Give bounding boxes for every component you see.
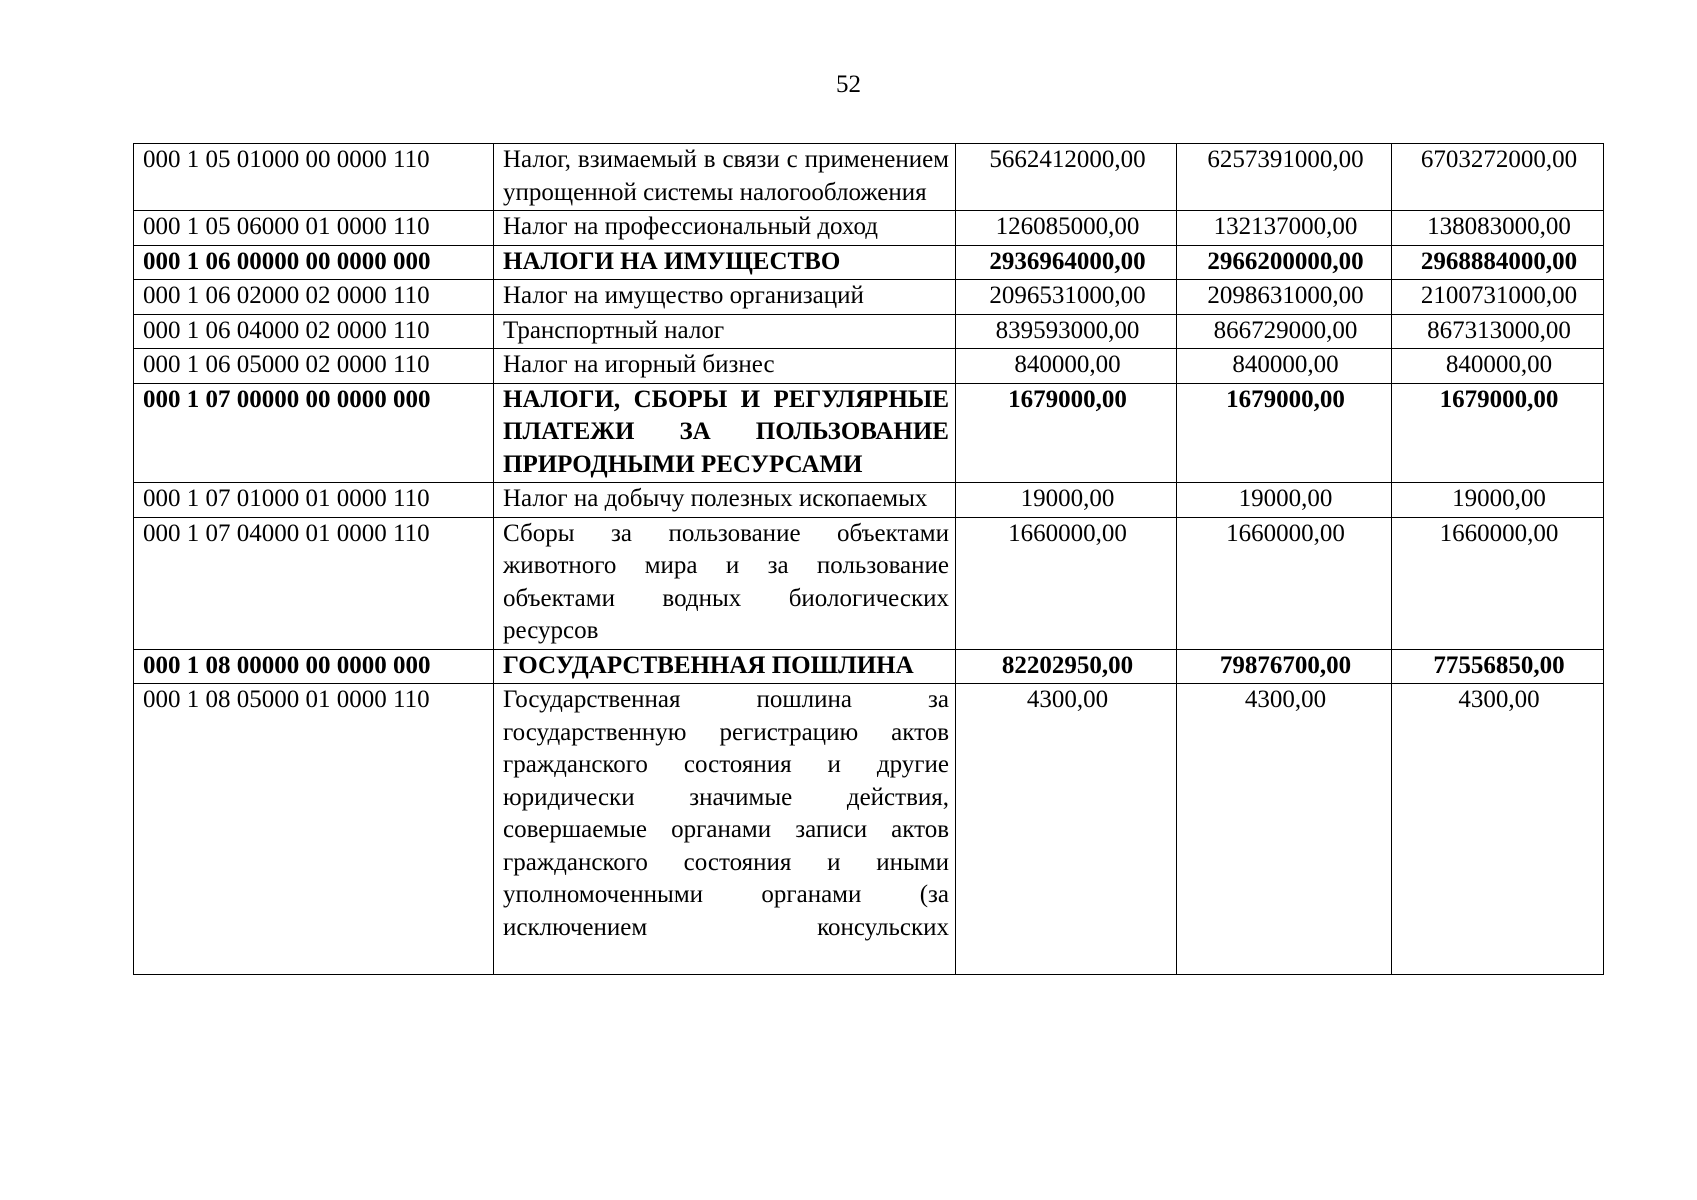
table-row (134, 483, 1604, 518)
budget-code: 000 1 06 00000 00 0000 000 (134, 245, 494, 280)
amount-year-2: 2098631000,00 (1177, 280, 1392, 315)
budget-code: 000 1 08 00000 00 0000 000 (134, 649, 494, 684)
amount-year-1: 839593000,00 (956, 314, 1177, 349)
amount-year-2: 840000,00 (1177, 349, 1392, 384)
budget-code: 000 1 06 04000 02 0000 110 (134, 314, 494, 349)
budget-code: 000 1 08 05000 01 0000 110 (134, 684, 494, 975)
amount-year-1: 2096531000,00 (956, 280, 1177, 315)
budget-code: 000 1 05 01000 00 0000 110 (134, 144, 494, 211)
amount-year-2: 1679000,00 (1177, 383, 1392, 483)
table-row (134, 684, 1604, 975)
table-row-total (134, 383, 1604, 483)
income-name: Транспортный налог (494, 314, 956, 349)
income-name: Налог на добычу полезных ископаемых (494, 483, 956, 518)
table-row (134, 314, 1604, 349)
amount-year-2: 6257391000,00 (1177, 144, 1392, 211)
budget-code: 000 1 07 04000 01 0000 110 (134, 517, 494, 649)
budget-code: 000 1 05 06000 01 0000 110 (134, 211, 494, 246)
amount-year-3: 1679000,00 (1392, 383, 1604, 483)
table-row (134, 144, 1604, 211)
amount-year-3: 867313000,00 (1392, 314, 1604, 349)
amount-year-3: 138083000,00 (1392, 211, 1604, 246)
budget-code: 000 1 07 00000 00 0000 000 (134, 383, 494, 483)
amount-year-2: 866729000,00 (1177, 314, 1392, 349)
amount-year-1: 19000,00 (956, 483, 1177, 518)
budget-code: 000 1 06 02000 02 0000 110 (134, 280, 494, 315)
income-name: Налог на профессиональный доход (494, 211, 956, 246)
amount-year-1: 126085000,00 (956, 211, 1177, 246)
table-row (134, 280, 1604, 315)
amount-year-3: 2968884000,00 (1392, 245, 1604, 280)
amount-year-1: 5662412000,00 (956, 144, 1177, 211)
income-name: Государственная пошлина за государственную регистрацию актов гражданского состояния и другие юридически значимые действия, совершаемые органами записи актов гражданского состояния и иными уполномоченными органами (за исключением консульских (494, 684, 956, 975)
amount-year-3: 6703272000,00 (1392, 144, 1604, 211)
amount-year-3: 2100731000,00 (1392, 280, 1604, 315)
amount-year-3: 77556850,00 (1392, 649, 1604, 684)
income-name: Сборы за пользование объектами животного мира и за пользование объектами водных биологических ресурсов (494, 517, 956, 649)
amount-year-2: 132137000,00 (1177, 211, 1392, 246)
amount-year-3: 1660000,00 (1392, 517, 1604, 649)
budget-code: 000 1 06 05000 02 0000 110 (134, 349, 494, 384)
amount-year-2: 4300,00 (1177, 684, 1392, 975)
amount-year-1: 4300,00 (956, 684, 1177, 975)
page-number: 52 (836, 71, 861, 98)
amount-year-1: 1660000,00 (956, 517, 1177, 649)
table-row (134, 517, 1604, 649)
amount-year-3: 4300,00 (1392, 684, 1604, 975)
income-name: НАЛОГИ НА ИМУЩЕСТВО (494, 245, 956, 280)
income-name: Налог на имущество организаций (494, 280, 956, 315)
income-name: Налог на игорный бизнес (494, 349, 956, 384)
amount-year-2: 2966200000,00 (1177, 245, 1392, 280)
amount-year-1: 82202950,00 (956, 649, 1177, 684)
income-name: ГОСУДАРСТВЕННАЯ ПОШЛИНА (494, 649, 956, 684)
amount-year-1: 1679000,00 (956, 383, 1177, 483)
amount-year-3: 840000,00 (1392, 349, 1604, 384)
amount-year-2: 79876700,00 (1177, 649, 1392, 684)
amount-year-1: 840000,00 (956, 349, 1177, 384)
amount-year-2: 19000,00 (1177, 483, 1392, 518)
table-row-total (134, 245, 1604, 280)
budget-code: 000 1 07 01000 01 0000 110 (134, 483, 494, 518)
income-name: Налог, взимаемый в связи с применением упрощенной системы налогообложения (494, 144, 956, 211)
amount-year-1: 2936964000,00 (956, 245, 1177, 280)
amount-year-2: 1660000,00 (1177, 517, 1392, 649)
amount-year-3: 19000,00 (1392, 483, 1604, 518)
income-name: НАЛОГИ, СБОРЫ И РЕГУЛЯРНЫЕ ПЛАТЕЖИ ЗА ПОЛЬЗОВАНИЕ ПРИРОДНЫМИ РЕСУРСАМИ (494, 383, 956, 483)
table-row-total (134, 649, 1604, 684)
table-row (134, 349, 1604, 384)
table-row (134, 211, 1604, 246)
revenue-table (133, 143, 1604, 975)
